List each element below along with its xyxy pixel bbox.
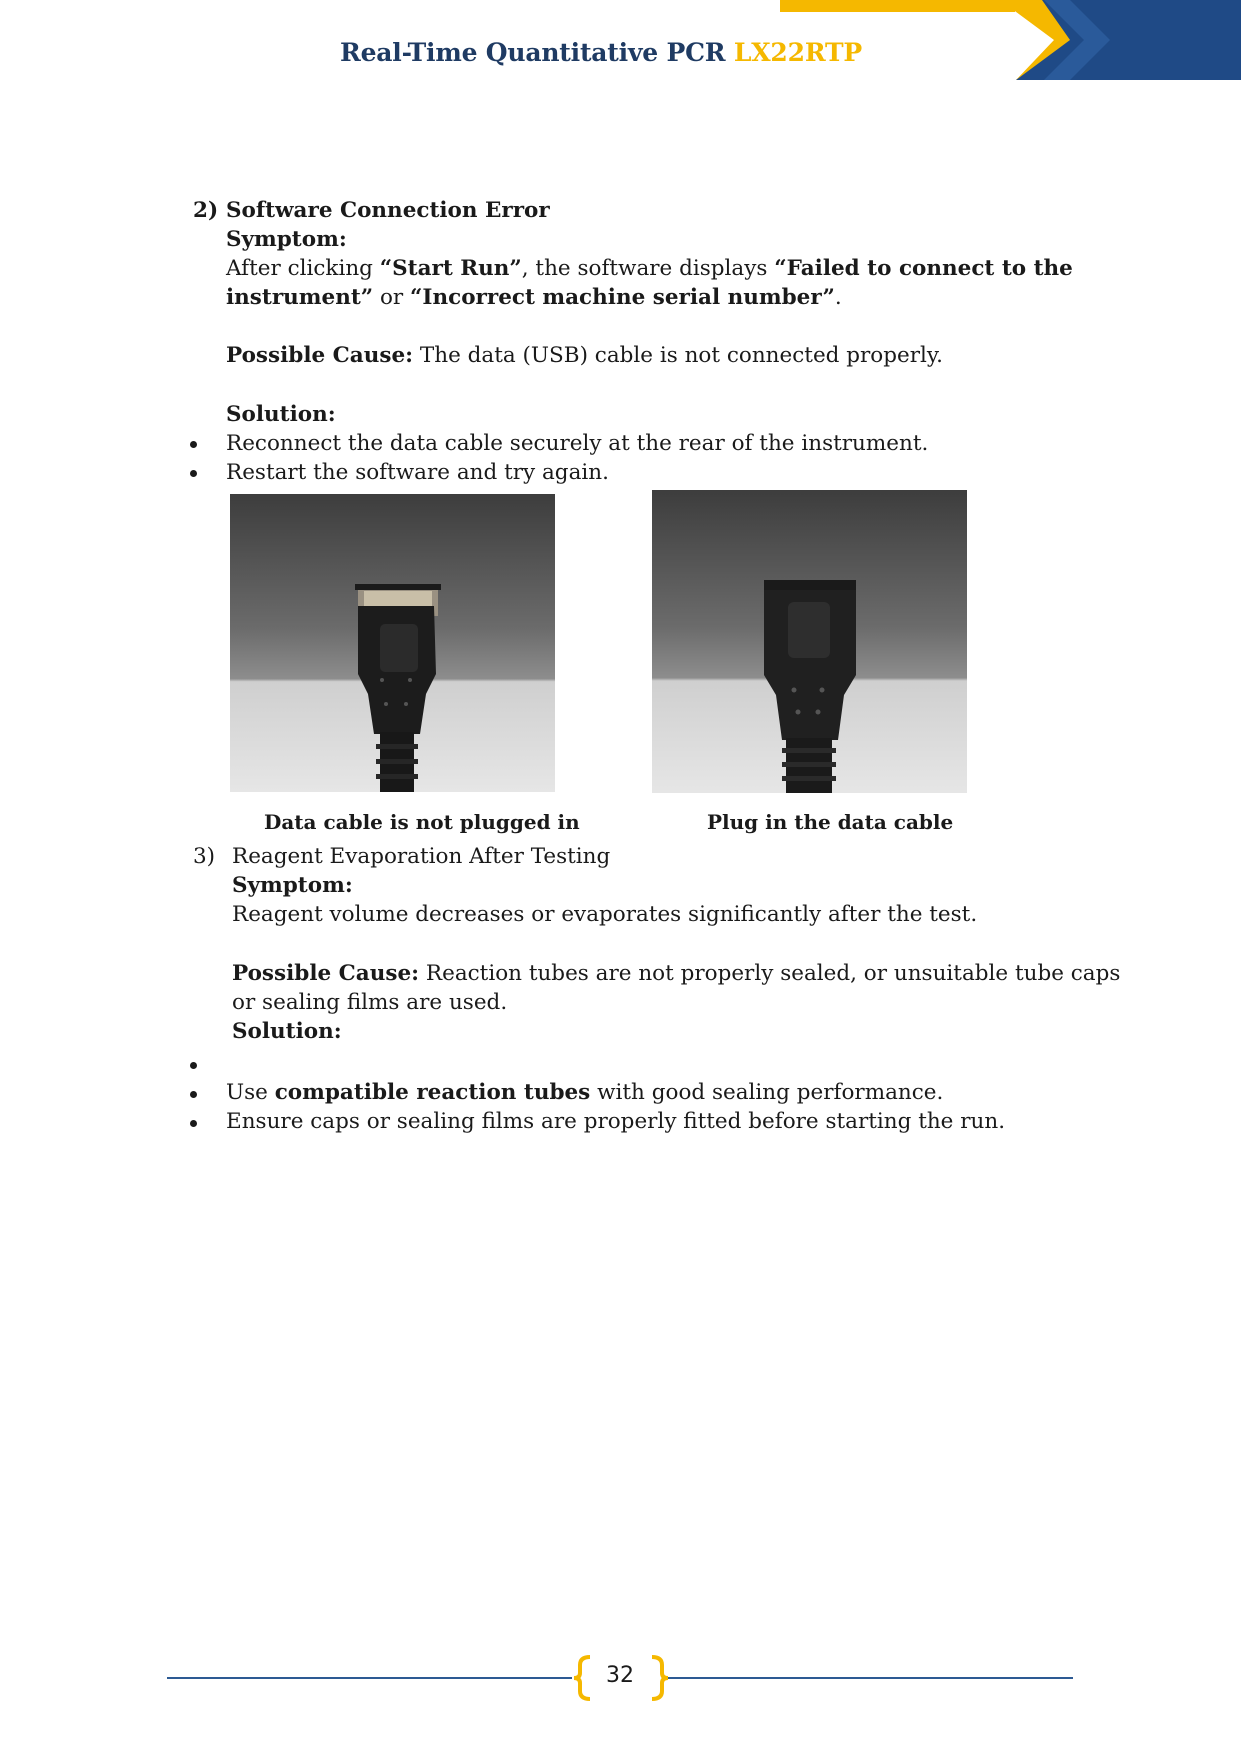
section-3-number: 3) xyxy=(193,844,216,869)
cause-text: Reaction tubes are not properly sealed, or unsuitable tube caps xyxy=(419,961,1121,986)
symptom-text-prefix: After clicking xyxy=(226,256,380,281)
section-2-solution-label: Solution: xyxy=(226,402,336,427)
instrument-term: instrument” xyxy=(226,285,374,310)
photo-caption-not-plugged: Data cable is not plugged in xyxy=(264,810,580,834)
incorrect-serial-term: “Incorrect machine serial number” xyxy=(410,285,835,310)
page-number: 32 xyxy=(606,1663,634,1688)
section-3-solution-label: Solution: xyxy=(232,1019,342,1044)
start-run-term: “Start Run” xyxy=(379,256,522,281)
footer-rule-left xyxy=(167,1677,572,1679)
header-model-name: LX22RTP xyxy=(733,38,862,67)
section-2-title: Software Connection Error xyxy=(226,198,550,223)
section-2-cause xyxy=(226,341,943,370)
cause-text: The data (USB) cable is not connected properly. xyxy=(413,343,944,368)
bullet-icon xyxy=(190,1120,197,1127)
bullet-1-suffix: with good sealing performance. xyxy=(590,1080,944,1105)
section-3-bullet-2: Ensure caps or sealing films are properly fitted before starting the run. xyxy=(226,1109,1006,1134)
symptom-or: or xyxy=(373,285,411,310)
header-title-main: Real-Time Quantitative PCR xyxy=(340,38,734,67)
section-2-bullet-1: Reconnect the data cable securely at the rear of the instrument. xyxy=(226,431,929,456)
bullet-icon xyxy=(190,1062,197,1069)
section-2-symptom-line-1 xyxy=(226,254,1086,283)
bullet-icon xyxy=(190,1091,197,1098)
bullet-icon xyxy=(190,441,197,448)
cause-label: Possible Cause: xyxy=(232,961,420,986)
section-3-title: Reagent Evaporation After Testing xyxy=(232,844,611,869)
bullet-icon xyxy=(190,470,197,477)
footer-rule-right xyxy=(668,1677,1073,1679)
section-2-symptom-label: Symptom: xyxy=(226,227,347,252)
failed-to-connect-term: “Failed to connect to the xyxy=(774,256,1073,281)
section-3-bullet-1 xyxy=(226,1078,943,1107)
photo-cable-not-plugged xyxy=(230,494,555,792)
section-3-cause-line-2: or sealing films are used. xyxy=(232,990,508,1015)
bullet-1-prefix: Use xyxy=(226,1080,275,1105)
header-corner-arrow-graphic xyxy=(780,0,1241,80)
section-3-symptom-label: Symptom: xyxy=(232,873,353,898)
footer-right-brace-icon xyxy=(646,1655,672,1701)
cause-label: Possible Cause: xyxy=(226,343,414,368)
section-2-number: 2) xyxy=(193,198,219,223)
section-2-bullet-2: Restart the software and try again. xyxy=(226,460,609,485)
footer-left-brace-icon xyxy=(570,1655,596,1701)
compatible-tubes-term: compatible reaction tubes xyxy=(274,1080,591,1105)
photo-cable-plugged-in xyxy=(652,490,967,793)
symptom-period: . xyxy=(834,285,842,310)
photo-caption-plugged-in: Plug in the data cable xyxy=(707,810,954,834)
section-3-cause-line-1 xyxy=(232,959,1120,988)
section-3-symptom-text: Reagent volume decreases or evaporates significantly after the test. xyxy=(232,902,978,927)
section-2-symptom-line-2 xyxy=(226,283,842,312)
symptom-text-mid: , the software displays xyxy=(521,256,775,281)
